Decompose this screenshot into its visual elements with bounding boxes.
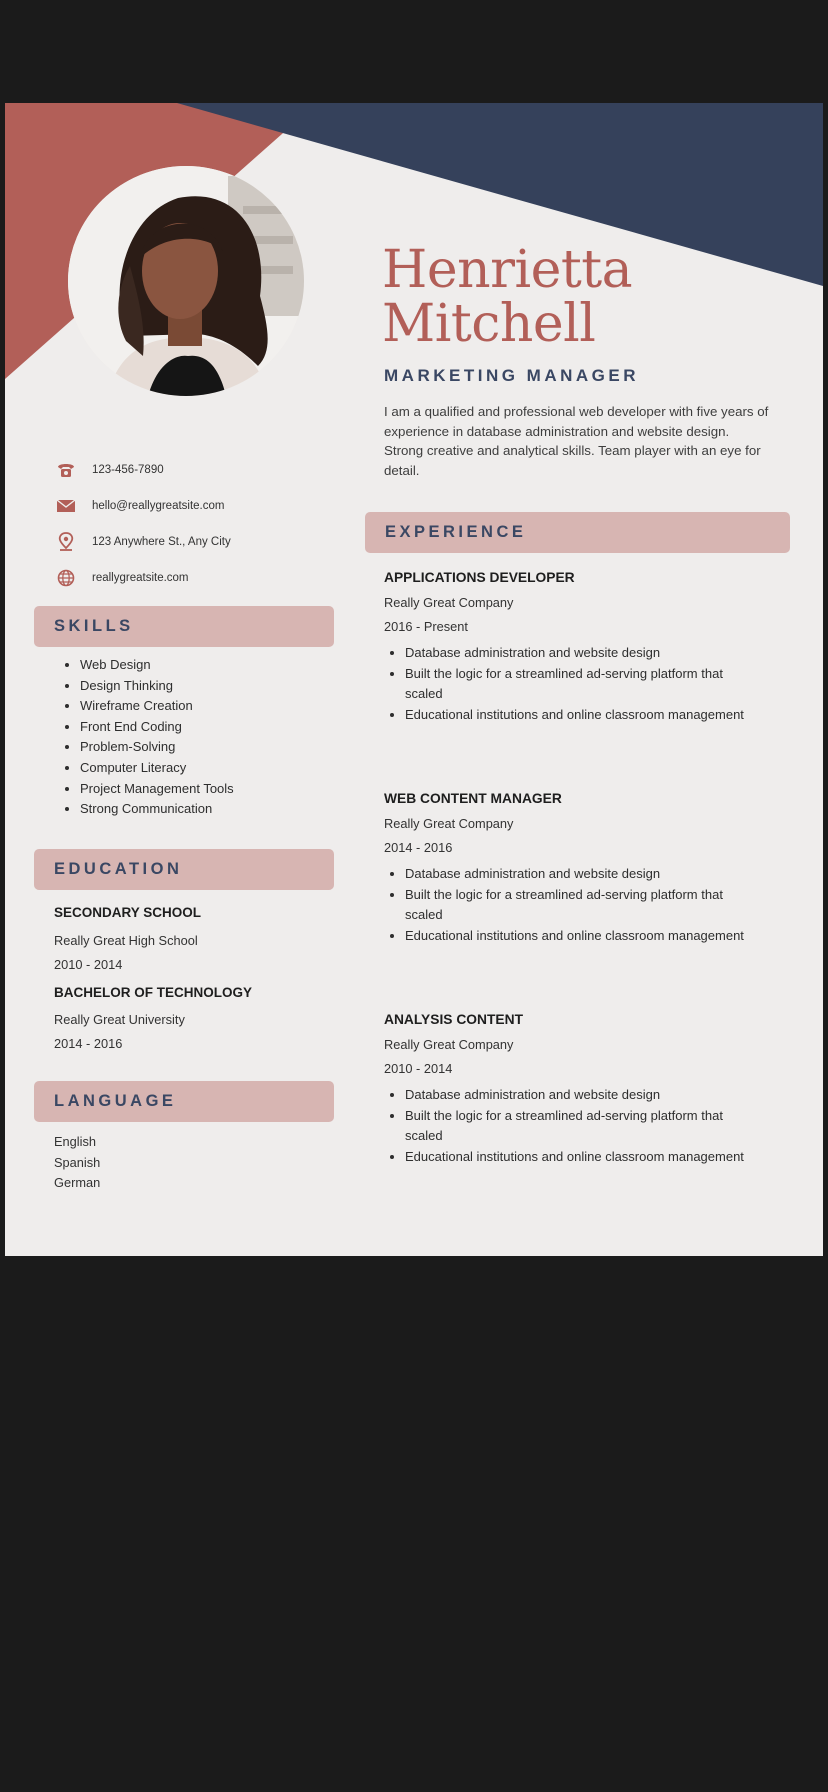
education-school: Really Great High School — [54, 933, 198, 948]
resume-page — [5, 103, 823, 1256]
job-bullets — [384, 864, 755, 946]
email-text: hello@reallygreatsite.com — [92, 500, 225, 512]
skill-item: • Web Design — [80, 655, 234, 676]
skill-item: • Computer Literacy — [80, 758, 234, 779]
job-company: Really Great Company — [384, 1037, 514, 1052]
first-name: Henrietta — [382, 240, 633, 300]
job-bullet: • Educational institutions and online classroom management — [405, 705, 755, 726]
language-item: English — [54, 1134, 96, 1149]
experience-heading-label: EXPERIENCE — [385, 523, 527, 541]
website-text: reallygreatsite.com — [92, 572, 189, 584]
profile-summary: I am a qualified and professional web developer with five years of experience in database administration and website design. Strong creative and analytical skills. Team player with an eye for detail. — [384, 404, 769, 478]
education-years: 2010 - 2014 — [54, 957, 123, 972]
job-title: MARKETING MANAGER — [384, 366, 639, 385]
job-bullet: • Database administration and website design — [405, 643, 755, 664]
job-bullet: • Built the logic for a streamlined ad-serving platform that scaled — [405, 1106, 755, 1147]
contact-website — [53, 560, 353, 596]
full-name — [382, 240, 633, 354]
location-pin-icon — [53, 531, 79, 553]
skill-item: • Front End Coding — [80, 717, 234, 738]
skills-heading-label: SKILLS — [54, 617, 134, 635]
job-period: 2014 - 2016 — [384, 840, 453, 855]
job-bullet: • Built the logic for a streamlined ad-serving platform that scaled — [405, 664, 755, 705]
job-bullet: • Database administration and website design — [405, 864, 755, 885]
job-role: WEB CONTENT MANAGER — [384, 791, 562, 806]
job-period: 2016 - Present — [384, 619, 468, 634]
skill-item: • Project Management Tools — [80, 779, 234, 800]
education-degree: BACHELOR OF TECHNOLOGY — [54, 985, 252, 1000]
skill-item: • Wireframe Creation — [80, 696, 234, 717]
language-item: German — [54, 1175, 101, 1190]
phone-text: 123-456-7890 — [92, 464, 164, 476]
language-heading — [34, 1081, 334, 1122]
skill-item: • Strong Communication — [80, 799, 234, 820]
language-heading-label: LANGUAGE — [54, 1092, 177, 1110]
job-bullet: • Built the logic for a streamlined ad-serving platform that scaled — [405, 885, 755, 926]
experience-heading — [365, 512, 790, 553]
job-role: APPLICATIONS DEVELOPER — [384, 570, 575, 585]
job-company: Really Great Company — [384, 816, 514, 831]
education-school: Really Great University — [54, 1012, 185, 1027]
skills-heading — [34, 606, 334, 647]
language-item: Spanish — [54, 1154, 101, 1170]
address-text: 123 Anywhere St., Any City — [92, 536, 231, 548]
job-role: ANALYSIS CONTENT — [384, 1012, 524, 1027]
job-bullet: • Educational institutions and online classroom management — [405, 1147, 755, 1168]
education-heading-label: EDUCATION — [54, 860, 183, 878]
job-bullets — [384, 643, 755, 725]
mail-icon — [53, 495, 79, 517]
education-degree: SECONDARY SCHOOL — [54, 905, 202, 920]
job-bullets — [384, 1085, 755, 1167]
globe-icon — [53, 567, 79, 589]
profile-photo-illustration — [68, 166, 304, 396]
education-entry — [54, 985, 354, 1051]
phone-icon — [53, 459, 79, 481]
contact-address — [53, 524, 353, 560]
contact-phone — [53, 452, 353, 488]
skills-list — [53, 655, 234, 820]
job-period: 2010 - 2014 — [384, 1061, 453, 1076]
education-years: 2014 - 2016 — [54, 1036, 123, 1051]
skill-item: • Problem-Solving — [80, 737, 234, 758]
education-heading — [34, 849, 334, 890]
job-bullet: • Educational institutions and online classroom management — [405, 926, 755, 947]
contact-list — [53, 452, 353, 596]
last-name: Mitchell — [382, 294, 596, 354]
profile-photo — [68, 166, 304, 396]
contact-email — [53, 488, 353, 524]
job-company: Really Great Company — [384, 595, 514, 610]
job-bullet: • Database administration and website design — [405, 1085, 755, 1106]
language-list — [54, 1132, 100, 1194]
skill-item: • Design Thinking — [80, 676, 234, 697]
education-entry — [54, 905, 354, 972]
